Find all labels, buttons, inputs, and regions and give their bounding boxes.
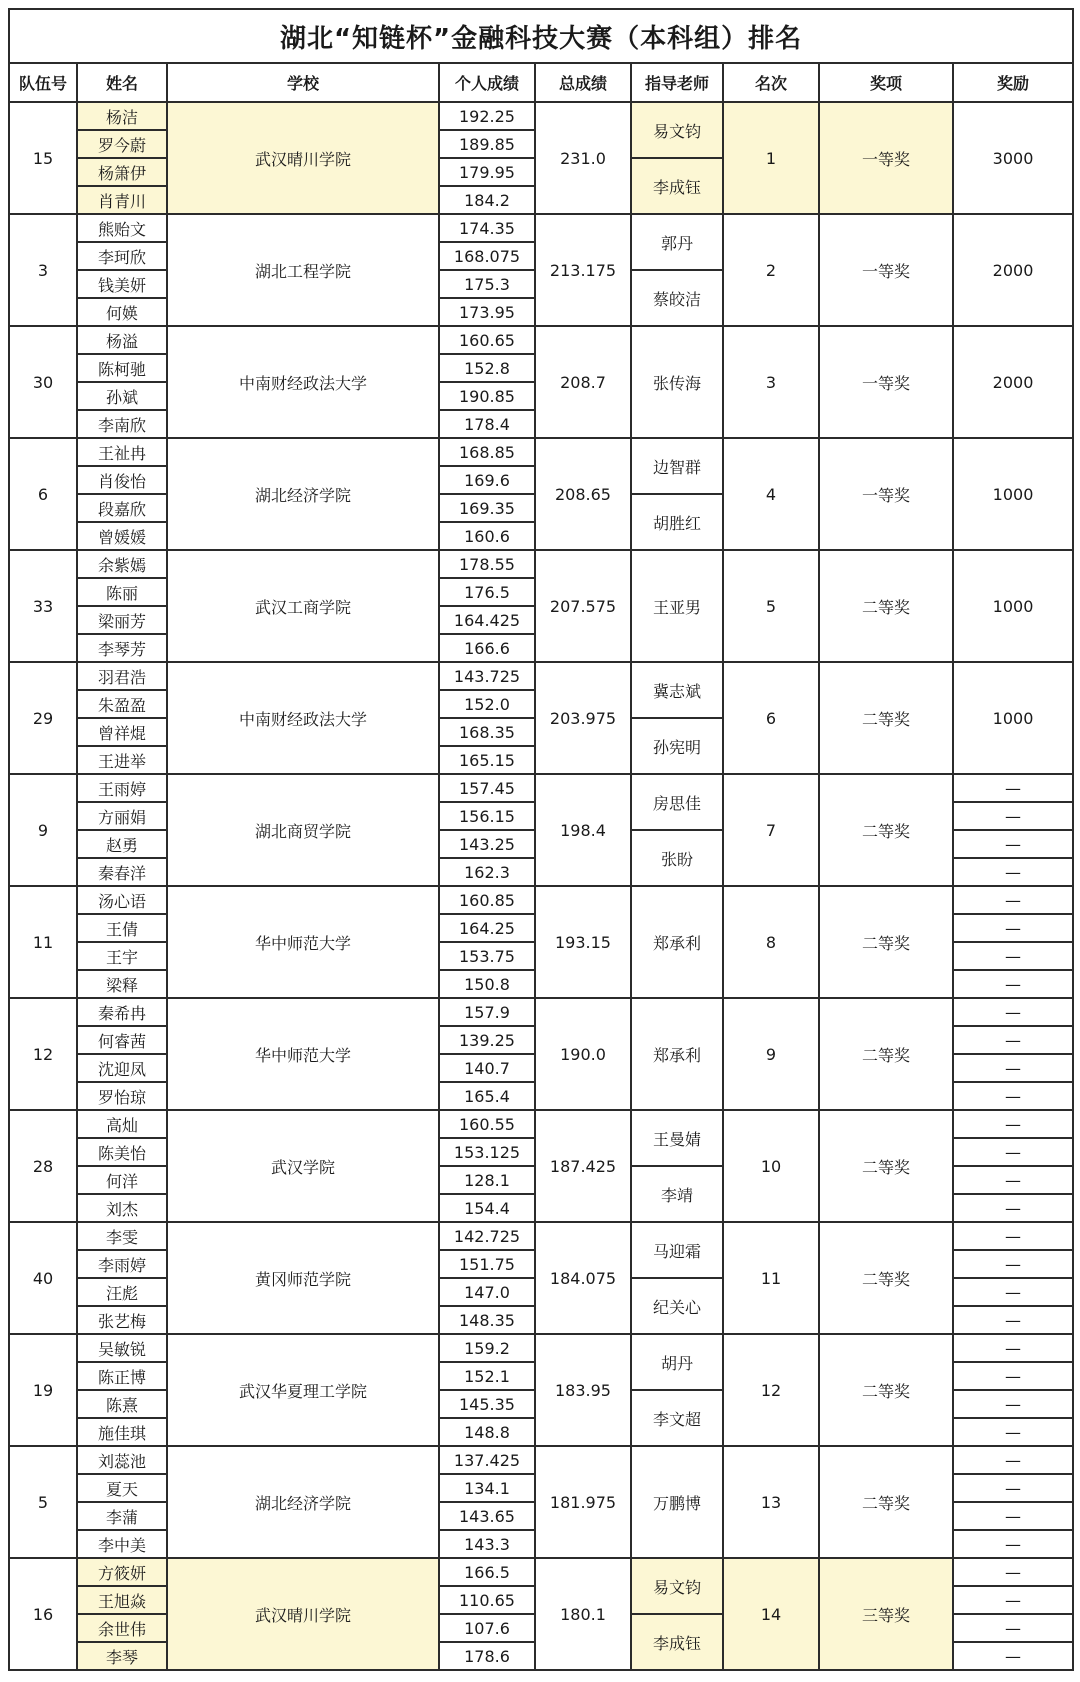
personal-score-cell: 192.25 — [439, 102, 535, 130]
team-no-cell: 3 — [9, 214, 77, 326]
award-cell: 二等奖 — [819, 1110, 953, 1222]
advisor-cell: 张盼 — [631, 830, 723, 886]
personal-score-cell: 178.6 — [439, 1642, 535, 1670]
reward-cell: — — [953, 1306, 1073, 1334]
total-score-cell: 190.0 — [535, 998, 631, 1110]
advisor-cell: 孙宪明 — [631, 718, 723, 774]
personal-score-cell: 162.3 — [439, 858, 535, 886]
reward-cell: — — [953, 1166, 1073, 1194]
personal-score-cell: 164.425 — [439, 606, 535, 634]
member-name-cell: 朱盈盈 — [77, 690, 167, 718]
header-name: 姓名 — [77, 63, 167, 102]
reward-cell: — — [953, 1194, 1073, 1222]
advisor-cell: 易文钧 — [631, 1558, 723, 1614]
team-no-cell: 12 — [9, 998, 77, 1110]
personal-score-cell: 128.1 — [439, 1166, 535, 1194]
reward-cell: 1000 — [953, 550, 1073, 662]
personal-score-cell: 169.6 — [439, 466, 535, 494]
school-cell: 武汉晴川学院 — [167, 102, 439, 214]
award-cell: 一等奖 — [819, 214, 953, 326]
school-cell: 华中师范大学 — [167, 998, 439, 1110]
personal-score-cell: 190.85 — [439, 382, 535, 410]
school-cell: 湖北经济学院 — [167, 438, 439, 550]
personal-score-cell: 160.85 — [439, 886, 535, 914]
reward-cell: — — [953, 1418, 1073, 1446]
award-cell: 一等奖 — [819, 326, 953, 438]
school-cell: 武汉晴川学院 — [167, 1558, 439, 1670]
personal-score-cell: 137.425 — [439, 1446, 535, 1474]
table-row — [9, 1222, 1073, 1250]
reward-cell: — — [953, 1362, 1073, 1390]
table-row — [9, 1446, 1073, 1474]
personal-score-cell: 166.6 — [439, 634, 535, 662]
reward-cell: — — [953, 830, 1073, 858]
school-cell: 湖北商贸学院 — [167, 774, 439, 886]
rank-cell: 12 — [723, 1334, 819, 1446]
advisor-cell: 胡胜红 — [631, 494, 723, 550]
reward-cell: — — [953, 1250, 1073, 1278]
award-cell: 二等奖 — [819, 998, 953, 1110]
reward-cell: — — [953, 1586, 1073, 1614]
personal-score-cell: 159.2 — [439, 1334, 535, 1362]
reward-cell: — — [953, 774, 1073, 802]
reward-cell: — — [953, 802, 1073, 830]
personal-score-cell: 143.65 — [439, 1502, 535, 1530]
advisor-cell: 郑承利 — [631, 886, 723, 998]
reward-cell: — — [953, 1054, 1073, 1082]
member-name-cell: 钱美妍 — [77, 270, 167, 298]
member-name-cell: 杨溢 — [77, 326, 167, 354]
award-cell: 一等奖 — [819, 102, 953, 214]
total-score-cell: 208.65 — [535, 438, 631, 550]
table-row — [9, 438, 1073, 466]
personal-score-cell: 184.2 — [439, 186, 535, 214]
member-name-cell: 李蒲 — [77, 1502, 167, 1530]
personal-score-cell: 152.1 — [439, 1362, 535, 1390]
advisor-cell: 冀志斌 — [631, 662, 723, 718]
award-cell: 二等奖 — [819, 774, 953, 886]
reward-cell: — — [953, 1026, 1073, 1054]
school-cell: 湖北经济学院 — [167, 1446, 439, 1558]
advisor-cell: 蔡皎洁 — [631, 270, 723, 326]
advisor-cell: 易文钧 — [631, 102, 723, 158]
personal-score-cell: 154.4 — [439, 1194, 535, 1222]
member-name-cell: 梁丽芳 — [77, 606, 167, 634]
award-cell: 二等奖 — [819, 1334, 953, 1446]
member-name-cell: 杨洁 — [77, 102, 167, 130]
reward-cell: — — [953, 970, 1073, 998]
personal-score-cell: 168.85 — [439, 438, 535, 466]
member-name-cell: 汤心语 — [77, 886, 167, 914]
table-row — [9, 550, 1073, 578]
total-score-cell: 187.425 — [535, 1110, 631, 1222]
personal-score-cell: 165.15 — [439, 746, 535, 774]
rank-cell: 8 — [723, 886, 819, 998]
member-name-cell: 方丽娟 — [77, 802, 167, 830]
reward-cell: — — [953, 1642, 1073, 1670]
award-cell: 三等奖 — [819, 1558, 953, 1670]
reward-cell: — — [953, 998, 1073, 1026]
member-name-cell: 何睿茜 — [77, 1026, 167, 1054]
personal-score-cell: 160.6 — [439, 522, 535, 550]
personal-score-cell: 139.25 — [439, 1026, 535, 1054]
team-no-cell: 9 — [9, 774, 77, 886]
personal-score-cell: 157.9 — [439, 998, 535, 1026]
school-cell: 武汉学院 — [167, 1110, 439, 1222]
header-row — [9, 63, 1073, 102]
rank-cell: 11 — [723, 1222, 819, 1334]
personal-score-cell: 178.55 — [439, 550, 535, 578]
personal-score-cell: 152.0 — [439, 690, 535, 718]
member-name-cell: 段嘉欣 — [77, 494, 167, 522]
table-row — [9, 774, 1073, 802]
school-cell: 中南财经政法大学 — [167, 326, 439, 438]
advisor-cell: 马迎霜 — [631, 1222, 723, 1278]
member-name-cell: 赵勇 — [77, 830, 167, 858]
total-score-cell: 184.075 — [535, 1222, 631, 1334]
advisor-cell: 郭丹 — [631, 214, 723, 270]
personal-score-cell: 189.85 — [439, 130, 535, 158]
reward-cell: — — [953, 1334, 1073, 1362]
personal-score-cell: 168.35 — [439, 718, 535, 746]
rank-cell: 6 — [723, 662, 819, 774]
reward-cell: — — [953, 1558, 1073, 1586]
rank-cell: 7 — [723, 774, 819, 886]
ranking-sheet — [8, 8, 1072, 1671]
page-title: 湖北“知链杯”金融科技大赛（本科组）排名 — [9, 9, 1073, 63]
personal-score-cell: 166.5 — [439, 1558, 535, 1586]
team-no-cell: 30 — [9, 326, 77, 438]
reward-cell: — — [953, 1502, 1073, 1530]
school-cell: 武汉工商学院 — [167, 550, 439, 662]
member-name-cell: 梁释 — [77, 970, 167, 998]
member-name-cell: 沈迎凤 — [77, 1054, 167, 1082]
award-cell: 一等奖 — [819, 438, 953, 550]
total-score-cell: 180.1 — [535, 1558, 631, 1670]
personal-score-cell: 110.65 — [439, 1586, 535, 1614]
member-name-cell: 何洋 — [77, 1166, 167, 1194]
header-school: 学校 — [167, 63, 439, 102]
reward-cell: 1000 — [953, 662, 1073, 774]
rank-cell: 5 — [723, 550, 819, 662]
member-name-cell: 高灿 — [77, 1110, 167, 1138]
personal-score-cell: 157.45 — [439, 774, 535, 802]
header-reward: 奖励 — [953, 63, 1073, 102]
total-score-cell: 193.15 — [535, 886, 631, 998]
member-name-cell: 王雨婷 — [77, 774, 167, 802]
reward-cell: 2000 — [953, 214, 1073, 326]
award-cell: 二等奖 — [819, 662, 953, 774]
table-row — [9, 998, 1073, 1026]
reward-cell: — — [953, 914, 1073, 942]
school-cell: 华中师范大学 — [167, 886, 439, 998]
member-name-cell: 李珂欣 — [77, 242, 167, 270]
reward-cell: — — [953, 1446, 1073, 1474]
reward-cell: — — [953, 1278, 1073, 1306]
member-name-cell: 施佳琪 — [77, 1418, 167, 1446]
member-name-cell: 王旭焱 — [77, 1586, 167, 1614]
team-no-cell: 5 — [9, 1446, 77, 1558]
advisor-cell: 李成钰 — [631, 1614, 723, 1670]
total-score-cell: 183.95 — [535, 1334, 631, 1446]
school-cell: 中南财经政法大学 — [167, 662, 439, 774]
member-name-cell: 汪彪 — [77, 1278, 167, 1306]
table-row — [9, 1558, 1073, 1586]
reward-cell: — — [953, 1222, 1073, 1250]
table-row — [9, 102, 1073, 130]
reward-cell: — — [953, 1474, 1073, 1502]
personal-score-cell: 178.4 — [439, 410, 535, 438]
member-name-cell: 罗今蔚 — [77, 130, 167, 158]
header-total-score: 总成绩 — [535, 63, 631, 102]
reward-cell: — — [953, 1390, 1073, 1418]
total-score-cell: 231.0 — [535, 102, 631, 214]
personal-score-cell: 107.6 — [439, 1614, 535, 1642]
member-name-cell: 李雯 — [77, 1222, 167, 1250]
member-name-cell: 李雨婷 — [77, 1250, 167, 1278]
reward-cell: 2000 — [953, 326, 1073, 438]
personal-score-cell: 160.55 — [439, 1110, 535, 1138]
member-name-cell: 秦希冉 — [77, 998, 167, 1026]
member-name-cell: 李琴 — [77, 1642, 167, 1670]
reward-cell: — — [953, 886, 1073, 914]
total-score-cell: 213.175 — [535, 214, 631, 326]
member-name-cell: 刘杰 — [77, 1194, 167, 1222]
member-name-cell: 孙斌 — [77, 382, 167, 410]
member-name-cell: 方筱妍 — [77, 1558, 167, 1586]
member-name-cell: 陈正博 — [77, 1362, 167, 1390]
personal-score-cell: 142.725 — [439, 1222, 535, 1250]
personal-score-cell: 140.7 — [439, 1054, 535, 1082]
personal-score-cell: 147.0 — [439, 1278, 535, 1306]
personal-score-cell: 152.8 — [439, 354, 535, 382]
award-cell: 二等奖 — [819, 886, 953, 998]
advisor-cell: 李靖 — [631, 1166, 723, 1222]
reward-cell: — — [953, 1614, 1073, 1642]
rank-cell: 10 — [723, 1110, 819, 1222]
member-name-cell: 余紫嫣 — [77, 550, 167, 578]
member-name-cell: 王宇 — [77, 942, 167, 970]
personal-score-cell: 145.35 — [439, 1390, 535, 1418]
header-team-no: 队伍号 — [9, 63, 77, 102]
header-personal-score: 个人成绩 — [439, 63, 535, 102]
rank-cell: 14 — [723, 1558, 819, 1670]
header-advisor: 指导老师 — [631, 63, 723, 102]
reward-cell: — — [953, 1110, 1073, 1138]
school-cell: 黄冈师范学院 — [167, 1222, 439, 1334]
award-cell: 二等奖 — [819, 1222, 953, 1334]
advisor-cell: 房思佳 — [631, 774, 723, 830]
table-row — [9, 1334, 1073, 1362]
personal-score-cell: 153.75 — [439, 942, 535, 970]
team-no-cell: 15 — [9, 102, 77, 214]
ranking-table — [8, 8, 1074, 1671]
total-score-cell: 207.575 — [535, 550, 631, 662]
advisor-cell: 张传海 — [631, 326, 723, 438]
advisor-cell: 李成钰 — [631, 158, 723, 214]
reward-cell: — — [953, 858, 1073, 886]
member-name-cell: 曾媛媛 — [77, 522, 167, 550]
table-row — [9, 326, 1073, 354]
member-name-cell: 余世伟 — [77, 1614, 167, 1642]
member-name-cell: 杨箫伊 — [77, 158, 167, 186]
personal-score-cell: 134.1 — [439, 1474, 535, 1502]
member-name-cell: 刘蕊池 — [77, 1446, 167, 1474]
member-name-cell: 王倩 — [77, 914, 167, 942]
member-name-cell: 张艺梅 — [77, 1306, 167, 1334]
reward-cell: — — [953, 1530, 1073, 1558]
table-row — [9, 214, 1073, 242]
advisor-cell: 李文超 — [631, 1390, 723, 1446]
personal-score-cell: 164.25 — [439, 914, 535, 942]
total-score-cell: 203.975 — [535, 662, 631, 774]
personal-score-cell: 148.8 — [439, 1418, 535, 1446]
award-cell: 二等奖 — [819, 1446, 953, 1558]
member-name-cell: 肖青川 — [77, 186, 167, 214]
team-no-cell: 6 — [9, 438, 77, 550]
table-row — [9, 662, 1073, 690]
personal-score-cell: 168.075 — [439, 242, 535, 270]
rank-cell: 13 — [723, 1446, 819, 1558]
team-no-cell: 11 — [9, 886, 77, 998]
personal-score-cell: 143.725 — [439, 662, 535, 690]
member-name-cell: 肖俊怡 — [77, 466, 167, 494]
rank-cell: 1 — [723, 102, 819, 214]
member-name-cell: 曾祥焜 — [77, 718, 167, 746]
personal-score-cell: 165.4 — [439, 1082, 535, 1110]
personal-score-cell: 160.65 — [439, 326, 535, 354]
member-name-cell: 何媖 — [77, 298, 167, 326]
team-no-cell: 29 — [9, 662, 77, 774]
rank-cell: 3 — [723, 326, 819, 438]
member-name-cell: 陈美怡 — [77, 1138, 167, 1166]
reward-cell: — — [953, 1082, 1073, 1110]
member-name-cell: 李琴芳 — [77, 634, 167, 662]
personal-score-cell: 148.35 — [439, 1306, 535, 1334]
advisor-cell: 纪关心 — [631, 1278, 723, 1334]
member-name-cell: 罗怡琼 — [77, 1082, 167, 1110]
team-rows — [9, 102, 1073, 1670]
reward-cell: — — [953, 1138, 1073, 1166]
advisor-cell: 胡丹 — [631, 1334, 723, 1390]
member-name-cell: 吴敏锐 — [77, 1334, 167, 1362]
team-no-cell: 33 — [9, 550, 77, 662]
team-no-cell: 16 — [9, 1558, 77, 1670]
team-no-cell: 19 — [9, 1334, 77, 1446]
team-no-cell: 40 — [9, 1222, 77, 1334]
table-row — [9, 1110, 1073, 1138]
rank-cell: 2 — [723, 214, 819, 326]
personal-score-cell: 153.125 — [439, 1138, 535, 1166]
advisor-cell: 郑承利 — [631, 998, 723, 1110]
reward-cell: 1000 — [953, 438, 1073, 550]
member-name-cell: 王进举 — [77, 746, 167, 774]
member-name-cell: 羽君浩 — [77, 662, 167, 690]
personal-score-cell: 175.3 — [439, 270, 535, 298]
member-name-cell: 陈熹 — [77, 1390, 167, 1418]
advisor-cell: 边智群 — [631, 438, 723, 494]
total-score-cell: 181.975 — [535, 1446, 631, 1558]
reward-cell: — — [953, 942, 1073, 970]
personal-score-cell: 150.8 — [439, 970, 535, 998]
personal-score-cell: 169.35 — [439, 494, 535, 522]
reward-cell: 3000 — [953, 102, 1073, 214]
member-name-cell: 夏天 — [77, 1474, 167, 1502]
member-name-cell: 陈丽 — [77, 578, 167, 606]
rank-cell: 4 — [723, 438, 819, 550]
rank-cell: 9 — [723, 998, 819, 1110]
personal-score-cell: 179.95 — [439, 158, 535, 186]
personal-score-cell: 176.5 — [439, 578, 535, 606]
personal-score-cell: 151.75 — [439, 1250, 535, 1278]
personal-score-cell: 143.3 — [439, 1530, 535, 1558]
header-award: 奖项 — [819, 63, 953, 102]
table-row — [9, 886, 1073, 914]
header-rank: 名次 — [723, 63, 819, 102]
advisor-cell: 王亚男 — [631, 550, 723, 662]
member-name-cell: 陈柯驰 — [77, 354, 167, 382]
advisor-cell: 万鹏博 — [631, 1446, 723, 1558]
school-cell: 武汉华夏理工学院 — [167, 1334, 439, 1446]
member-name-cell: 熊贻文 — [77, 214, 167, 242]
member-name-cell: 李中美 — [77, 1530, 167, 1558]
personal-score-cell: 173.95 — [439, 298, 535, 326]
member-name-cell: 王祉冉 — [77, 438, 167, 466]
personal-score-cell: 143.25 — [439, 830, 535, 858]
award-cell: 二等奖 — [819, 550, 953, 662]
school-cell: 湖北工程学院 — [167, 214, 439, 326]
member-name-cell: 李南欣 — [77, 410, 167, 438]
total-score-cell: 198.4 — [535, 774, 631, 886]
personal-score-cell: 156.15 — [439, 802, 535, 830]
personal-score-cell: 174.35 — [439, 214, 535, 242]
total-score-cell: 208.7 — [535, 326, 631, 438]
team-no-cell: 28 — [9, 1110, 77, 1222]
member-name-cell: 秦春洋 — [77, 858, 167, 886]
advisor-cell: 王曼婧 — [631, 1110, 723, 1166]
